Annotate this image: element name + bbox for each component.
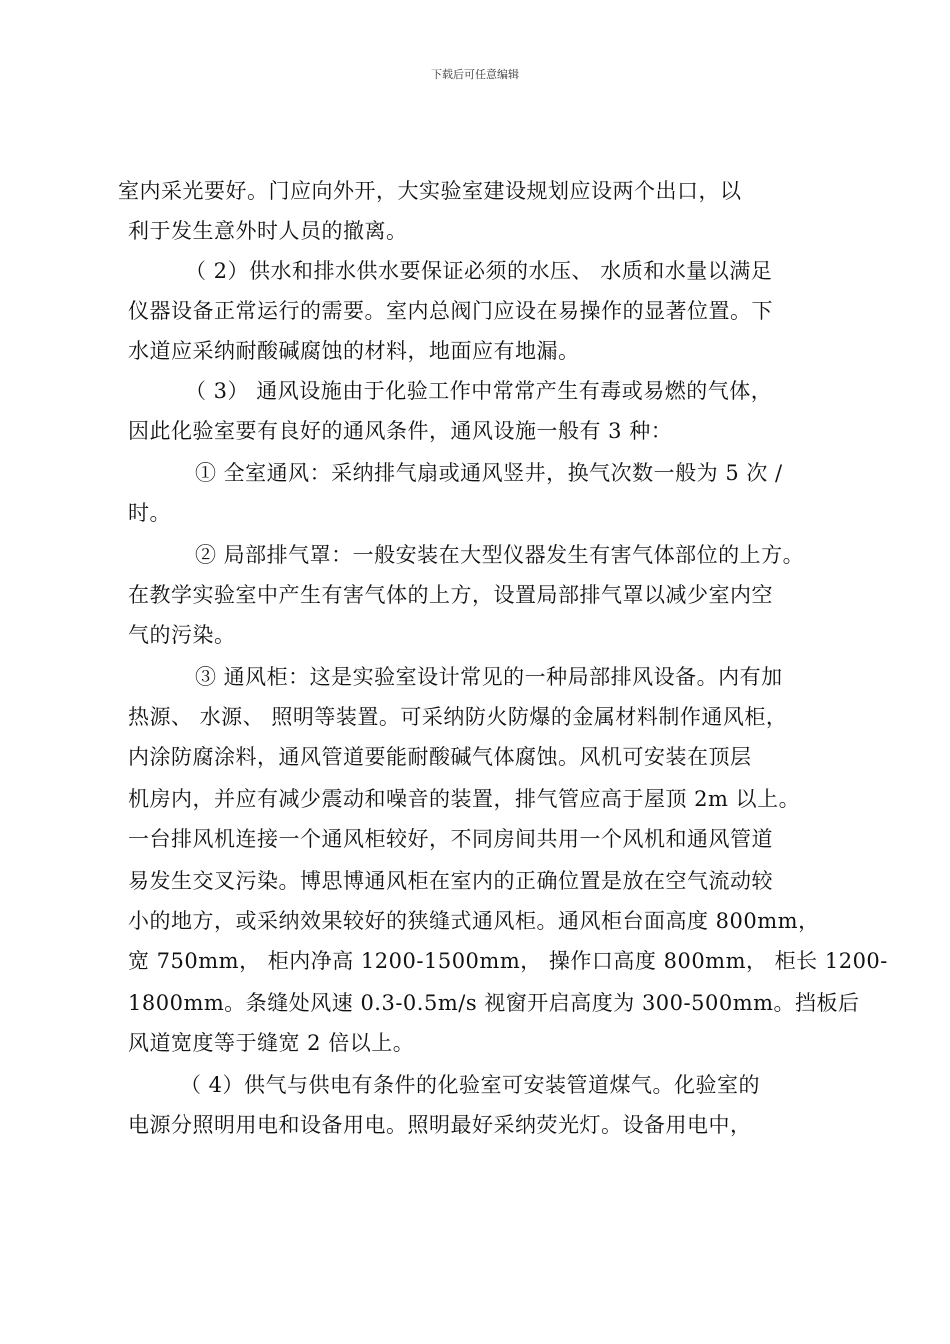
text-line: 小的地方，或采纳效果较好的狭缝式通风柜。通风柜台面高度 800mm，	[128, 909, 820, 933]
text-line: 易发生交叉污染。博思博通风柜在室内的正确位置是放在空气流动较	[128, 869, 773, 893]
text-line: 在教学实验室中产生有害气体的上方，设置局部排气罩以减少室内空	[128, 583, 773, 607]
text-line: （ 4）供气与供电有条件的化验室可安装管道煤气。化验室的	[180, 1073, 761, 1097]
text-line: 时。	[128, 501, 171, 525]
text-line: ① 全室通风：采纳排气扇或通风竖井，换气次数一般为 5 次 /	[195, 461, 783, 485]
text-line: ② 局部排气罩：一般安装在大型仪器发生有害气体部位的上方。	[195, 543, 805, 567]
text-line: 电源分照明用电和设备用电。照明最好采纳荧光灯。设备用电中，	[128, 1113, 752, 1137]
text-line: 内涂防腐涂料，通风管道要能耐酸碱气体腐蚀。风机可安装在顶层	[128, 745, 752, 769]
text-line: （ 3） 通风设施由于化验工作中常常产生有毒或易燃的气体，	[185, 379, 773, 403]
text-line: 因此化验室要有良好的通风条件，通风设施一般有 3 种：	[128, 419, 673, 443]
text-line: 利于发生意外时人员的撤离。	[128, 219, 408, 243]
text-line: 仪器设备正常运行的需要。室内总阀门应设在易操作的显著位置。下	[128, 299, 773, 323]
text-line: 一台排风机连接一个通风柜较好，不同房间共用一个风机和通风管道	[128, 827, 773, 851]
text-line: 室内采光要好。门应向外开，大实验室建设规划应设两个出口，以	[118, 179, 742, 203]
text-line: 风道宽度等于缝宽 2 倍以上。	[128, 1031, 415, 1055]
text-line: 水道应采纳耐酸碱腐蚀的材料，地面应有地漏。	[128, 339, 580, 363]
text-line: 气的污染。	[128, 623, 236, 647]
text-line: ③ 通风柜：这是实验室设计常见的一种局部排风设备。内有加	[195, 665, 783, 689]
header-note: 下载后可任意编辑	[431, 68, 519, 81]
text-line: （ 2）供水和排水供水要保证必须的水压、 水质和水量以满足	[185, 259, 773, 283]
text-line: 1800mm。条缝处风速 0.3-0.5m/s 视窗开启高度为 300-500mm。挡板后	[128, 991, 860, 1015]
text-line: 机房内，并应有减少震动和噪音的装置，排气管应高于屋顶 2m 以上。	[128, 787, 801, 811]
text-line: 宽 750mm， 柜内净高 1200-1500mm， 操作口高度 800mm， 柜长 1200-	[128, 949, 888, 973]
text-line: 热源、 水源、 照明等装置。可采纳防火防爆的金属材料制作通风柜，	[128, 705, 788, 729]
